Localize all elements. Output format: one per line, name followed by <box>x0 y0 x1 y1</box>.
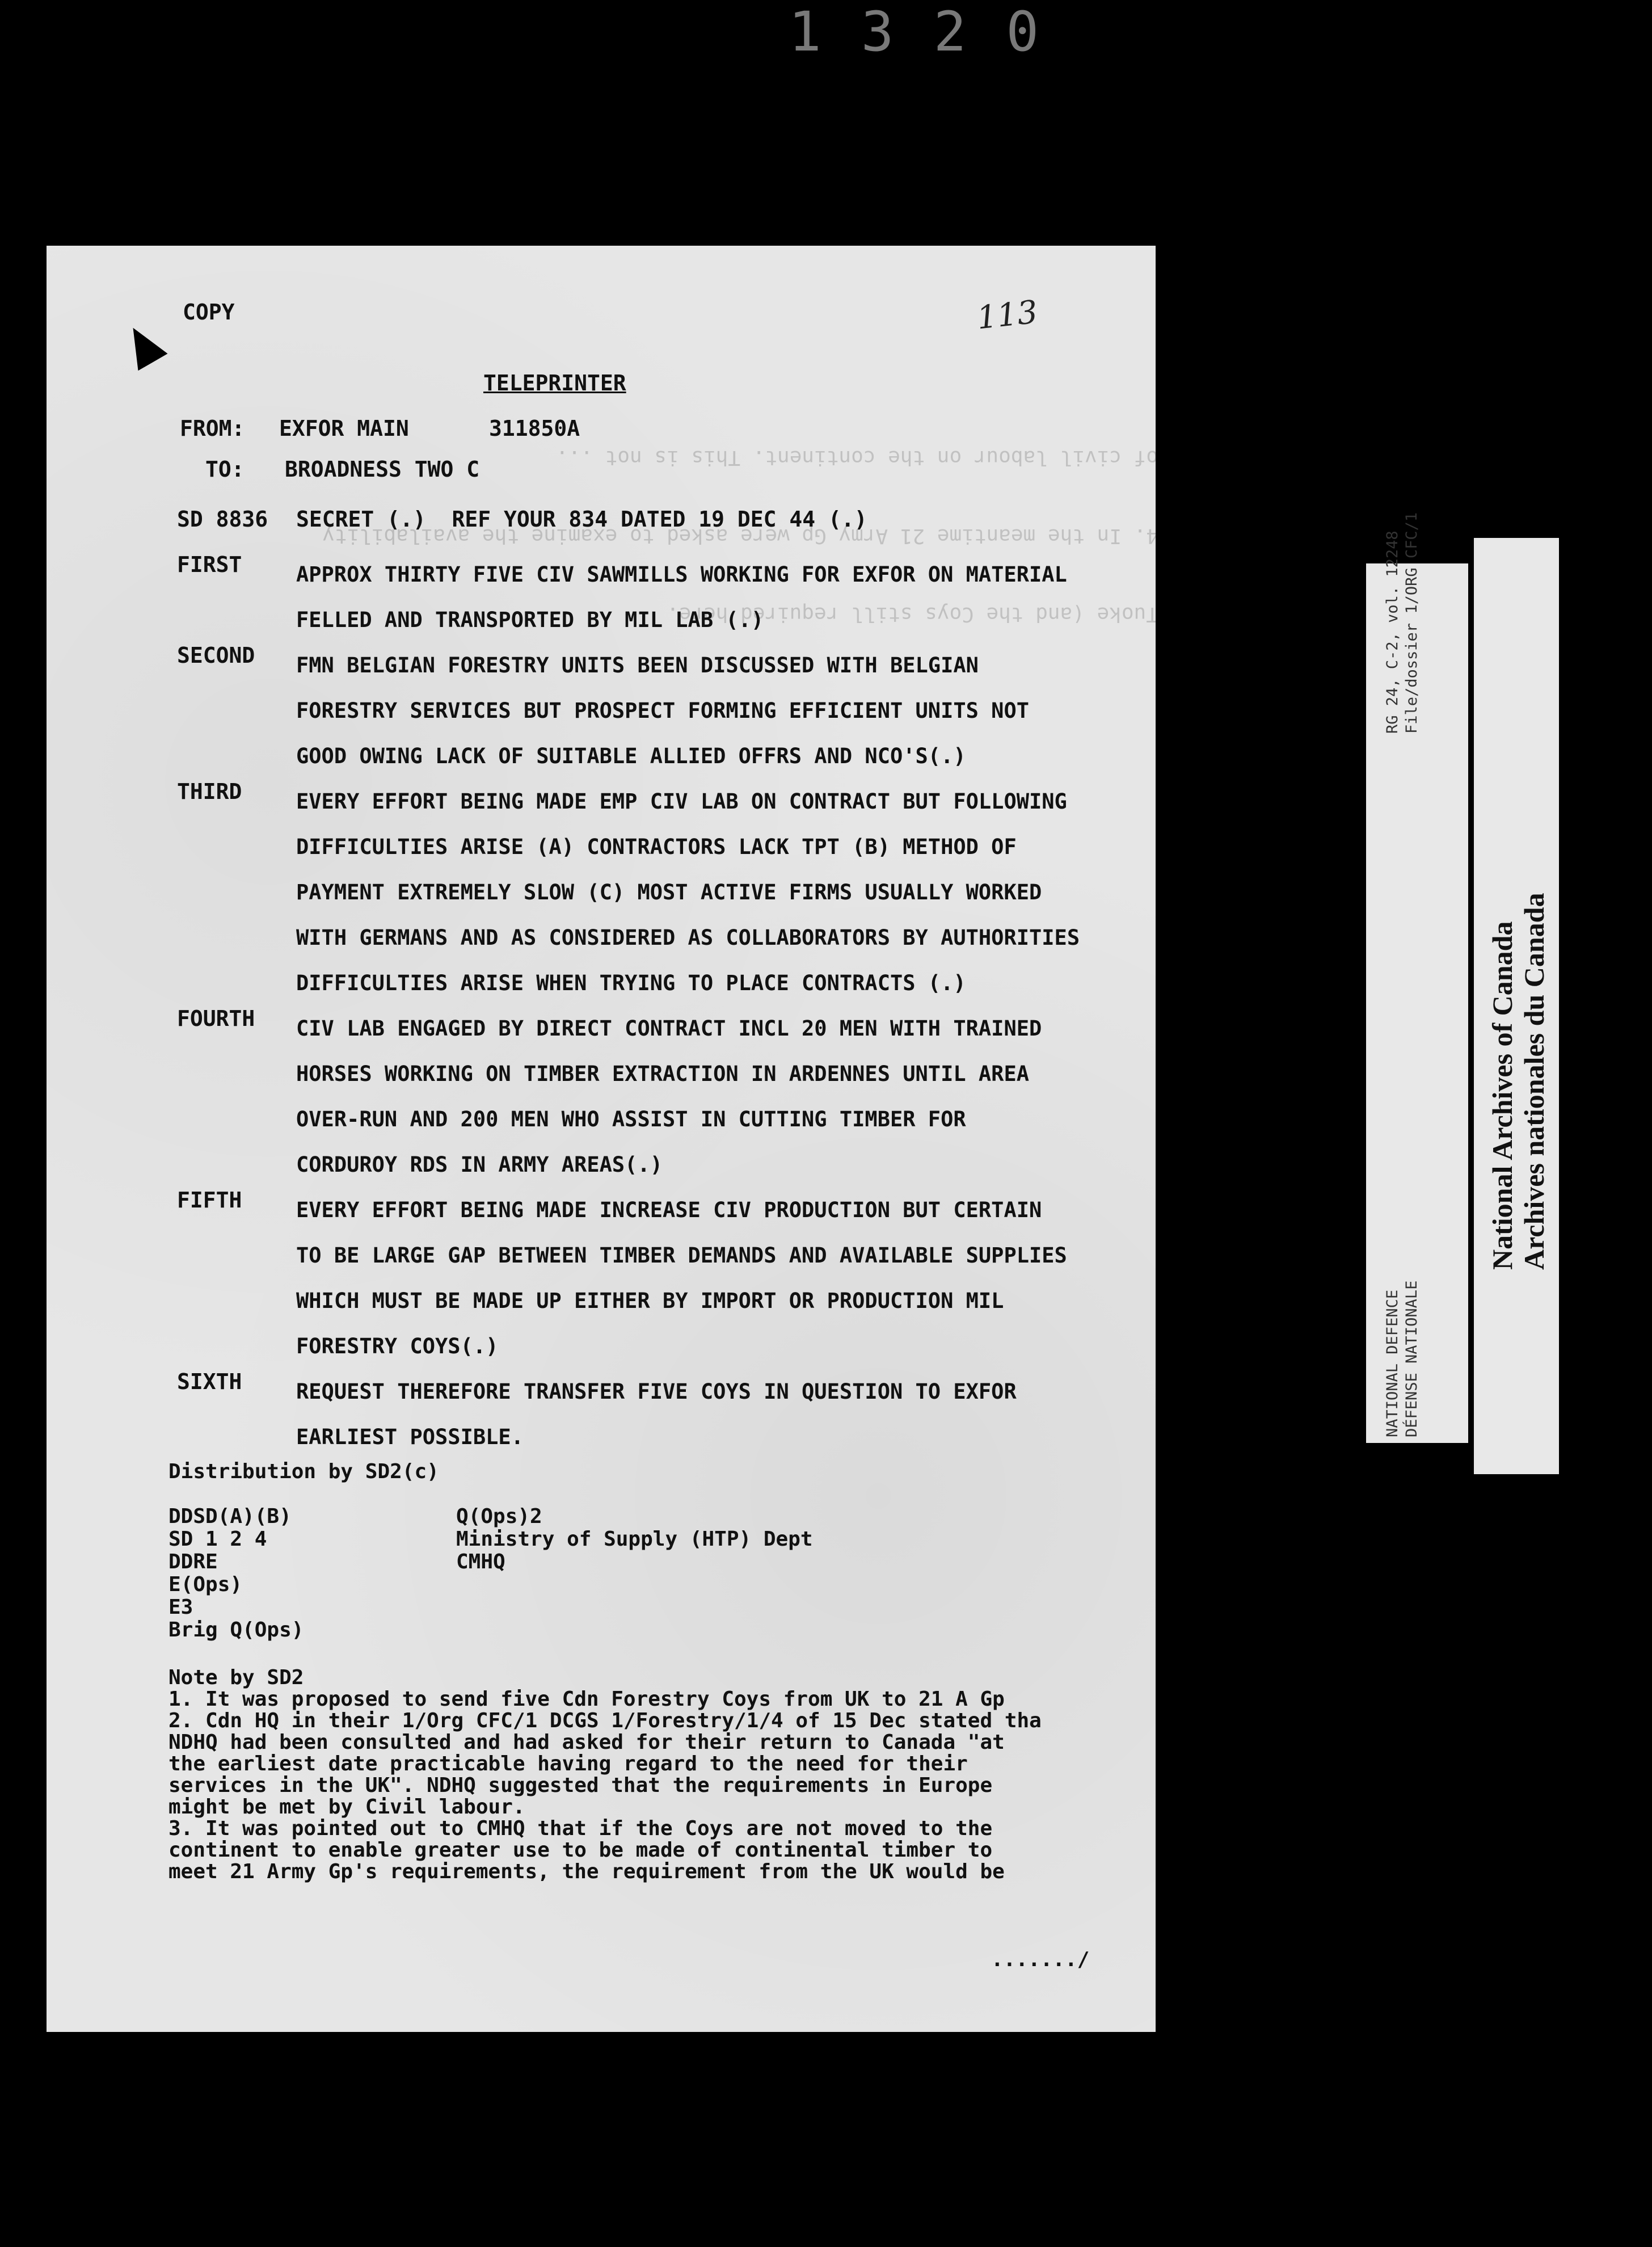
to-label: TO: <box>205 457 245 482</box>
distribution-entry: CMHQ <box>456 1550 505 1573</box>
archive-reference: RG 24, C-2, vol. 12248 File/dossier 1/ORG CFC/1 <box>1384 512 1421 734</box>
distribution-entry: E3 <box>168 1596 193 1619</box>
paragraph-label: FIFTH <box>177 1188 242 1213</box>
distribution-entry: Q(Ops)2 <box>456 1505 542 1528</box>
distribution-heading: Distribution by SD2(c) <box>168 1460 439 1483</box>
paragraph-text: APPROX THIRTY FIVE CIV SAWMILLS WORKING FOR EXFOR ON MATERIAL FELLED AND TRANSPORTED BY MIL LAB (.) <box>296 562 1067 632</box>
paragraph-label: SIXTH <box>177 1369 242 1394</box>
distribution-entry: E(Ops) <box>168 1573 243 1596</box>
national-archives-strip <box>1474 538 1559 1474</box>
distribution-entry: DDSD(A)(B) <box>168 1505 292 1528</box>
distribution-entry: Brig Q(Ops) <box>168 1618 304 1642</box>
paragraph-text: CIV LAB ENGAGED BY DIRECT CONTRACT INCL 20 MEN WITH TRAINED HORSES WORKING ON TIMBER EXTRACTION IN ARDENNES UNTIL AREA OVER-RUN AND 200 MEN WHO ASSIST IN CUTTING TIMBER FOR CORDUROY RDS IN ARMY AREAS(.) <box>296 1016 1042 1177</box>
paragraph-label: FOURTH <box>177 1006 255 1031</box>
distribution-entry: SD 1 2 4 <box>168 1528 267 1551</box>
note-by-sd2: Note by SD2 1. It was proposed to send five Cdn Forestry Coys from UK to 21 A Gp 2. Cdn HQ in their 1/Org CFC/1 DCGS 1/Forestry/1/4 of 15 Dec stated tha NDHQ had been consulted and had asked for their return to Canada "at the earliest date practicable having regard to the need for their services in the UK". NDHQ suggested that the requirements in Europe might be met by Civil labour. 3. It was pointed out to CMHQ that if the Coys are not moved to the continent to enable greater use to be made of continental timber to meet 21 Army Gp's requirements, the requirement from the UK would be <box>168 1666 1042 1883</box>
continuation-mark: ......./ <box>991 1948 1090 1971</box>
distribution-list-right <box>456 1505 813 1573</box>
from-value: EXFOR MAIN <box>279 416 409 441</box>
paragraph-text: FMN BELGIAN FORESTRY UNITS BEEN DISCUSSED WITH BELGIAN FORESTRY SERVICES BUT PROSPECT FORMING EFFICIENT UNITS NOT GOOD OWING LACK OF SUITABLE ALLIED OFFRS AND NCO'S(.) <box>296 653 1030 768</box>
archive-reference-strip <box>1366 512 1468 1443</box>
paragraph-text: REQUEST THEREFORE TRANSFER FIVE COYS IN QUESTION TO EXFOR EARLIEST POSSIBLE. <box>296 1379 1017 1449</box>
bleed-through-text: Tuoke (and the Coys still required here. 4. In the meantime 21 Army Gp were asked to examine the availability of civil labour on the continent. This is not ... <box>322 446 1158 626</box>
document-title: TELEPRINTER <box>483 371 626 395</box>
binder-mark <box>119 319 168 371</box>
distribution-entry: Ministry of Supply (HTP) Dept <box>456 1528 813 1551</box>
handwritten-page-number: 113 <box>975 293 1039 337</box>
distribution-entry: DDRE <box>168 1550 218 1573</box>
national-archives-label: National Archives of Canada Archives nationales du Canada <box>1486 893 1550 1270</box>
paragraph-label: FIRST <box>177 552 242 577</box>
from-label: FROM: <box>180 416 245 441</box>
paragraph-label: SECOND <box>177 643 255 668</box>
distribution-list-left <box>168 1505 304 1642</box>
copy-label: COPY <box>183 300 235 325</box>
department-stamp: NATIONAL DEFENCE DÉFENSE NATIONALE <box>1384 1280 1421 1437</box>
paragraph-text: EVERY EFFORT BEING MADE EMP CIV LAB ON CONTRACT BUT FOLLOWING DIFFICULTIES ARISE (A) CONTRACTORS LACK TPT (B) METHOD OF PAYMENT EXTREMELY SLOW (C) MOST ACTIVE FIRMS USUALLY WORKED WITH GERMANS AND AS CONSIDERED AS COLLABORATORS BY AUTHORITIES DIFFICULTIES ARISE WHEN TRYING TO PLACE CONTRACTS (.) <box>296 789 1080 995</box>
teleprinter-page <box>47 246 1156 2032</box>
date-time-group: 311850A <box>489 416 580 441</box>
message-reference-id: SD 8836 <box>177 507 268 532</box>
message-reference-text: SECRET (.) REF YOUR 834 DATED 19 DEC 44 (.) <box>296 507 867 532</box>
to-value: BROADNESS TWO C <box>285 457 480 482</box>
microfilm-frame-number: 1320 <box>789 0 1079 64</box>
paragraph-label: THIRD <box>177 779 242 804</box>
paragraph-text: EVERY EFFORT BEING MADE INCREASE CIV PRODUCTION BUT CERTAIN TO BE LARGE GAP BETWEEN TIMBER DEMANDS AND AVAILABLE SUPPLIES WHICH MUST BE MADE UP EITHER BY IMPORT OR PRODUCTION MIL FORESTRY COYS(.) <box>296 1198 1067 1358</box>
